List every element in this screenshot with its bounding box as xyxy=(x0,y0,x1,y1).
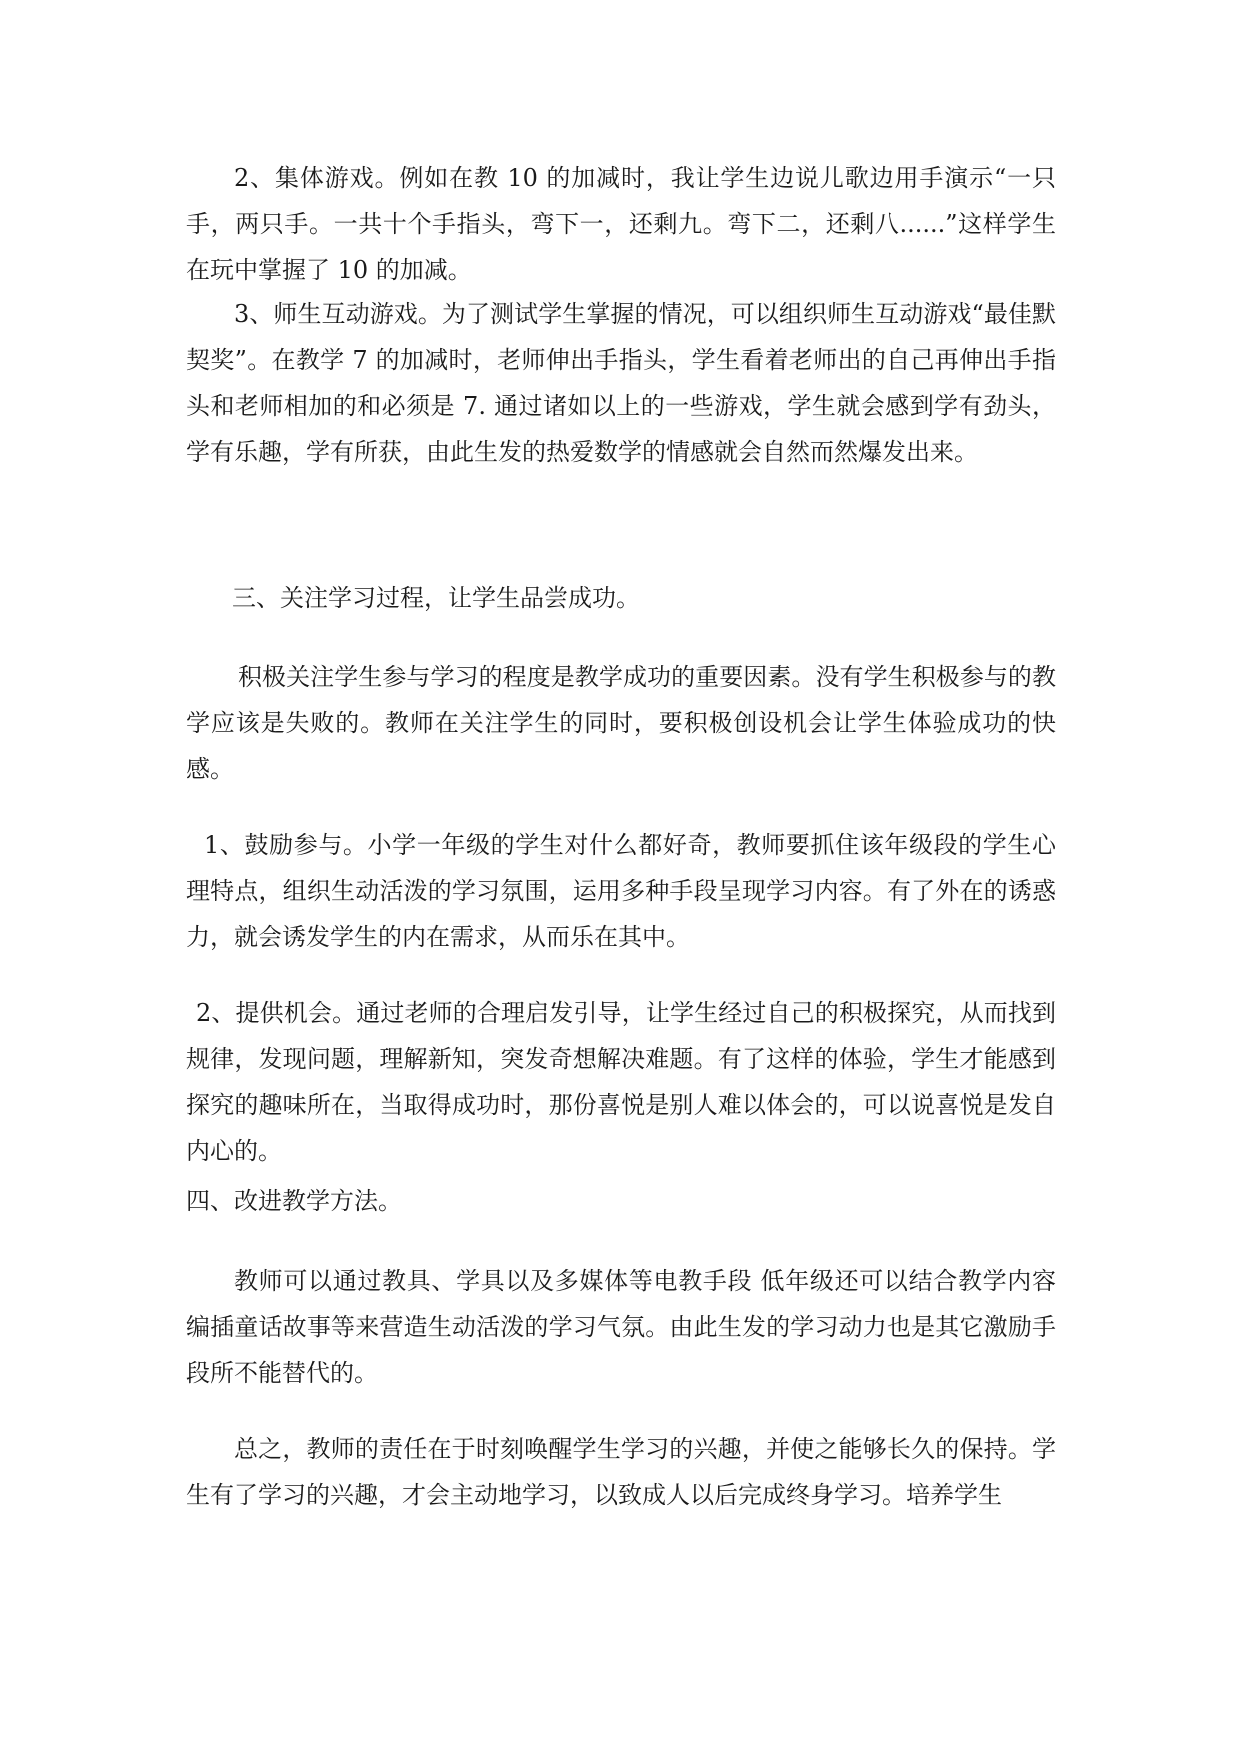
paragraph-teaching-methods: 教师可以通过教具、学具以及多媒体等电教手段 低年级还可以结合教学内容编插童话故事等来营造生动活泼的学习气氛。由此生发的学习动力也是其它激励手段所不能替代的。 xyxy=(186,1267,1056,1387)
section-heading-4: 四、改进教学方法。 xyxy=(186,1187,402,1215)
paragraph-encourage-participation: 1、鼓励参与。小学一年级的学生对什么都好奇，教师要抓住该年级段的学生心理特点，组织生动活泼的学习氛围，运用多种手段呈现学习内容。有了外在的诱惑力，就会诱发学生的内在需求，从而乐在其中。 xyxy=(186,831,1056,951)
paragraph-conclusion: 总之，教师的责任在于时刻唤醒学生学习的兴趣，并使之能够长久的保持。学生有了学习的兴趣，才会主动地学习，以致成人以后完成终身学习。培养学生 xyxy=(186,1435,1056,1509)
section-heading-3: 三、关注学习过程，让学生品尝成功。 xyxy=(232,584,640,612)
paragraph-provide-opportunity: 2、提供机会。通过老师的合理启发引导，让学生经过自己的积极探究，从而找到规律，发现问题，理解新知，突发奇想解决难题。有了这样的体验，学生才能感到探究的趣味所在，当取得成功时，那份喜悦是别人难以体会的，可以说喜悦是发自内心的。 xyxy=(186,999,1056,1165)
paragraph-group-game: 2、集体游戏。例如在教 10 的加减时，我让学生边说儿歌边用手演示“一只手，两只手。一共十个手指头，弯下一，还剩九。弯下二，还剩八......”这样学生在玩中掌握了 10 的加减。 xyxy=(186,164,1056,284)
paragraph-attention-participation: 积极关注学生参与学习的程度是教学成功的重要因素。没有学生积极参与的教学应该是失败的。教师在关注学生的同时，要积极创设机会让学生体验成功的快感。 xyxy=(186,663,1056,783)
paragraph-teacher-student-game: 3、师生互动游戏。为了测试学生掌握的情况，可以组织师生互动游戏“最佳默契奖”。在教学 7 的加减时，老师伸出手指头，学生看着老师出的自己再伸出手指头和老师相加的和必须是 7. 通过诸如以上的一些游戏，学生就会感到学有劲头，学有乐趣，学有所获，由此生发的热爱数学的情感就会自然而然爆发出来。 xyxy=(186,300,1056,466)
